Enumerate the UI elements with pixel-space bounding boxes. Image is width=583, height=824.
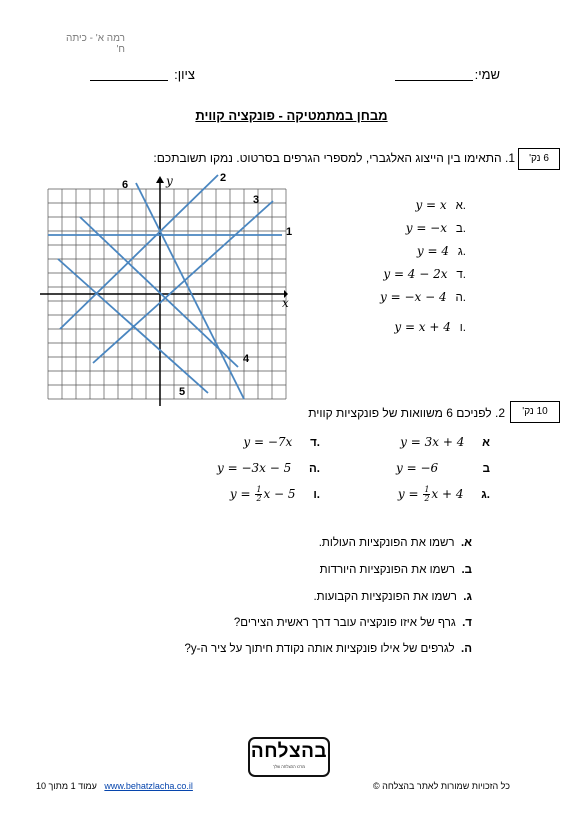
q1-option-e-eq: y = −x − 4: [380, 290, 447, 304]
q2-task-b-text: רשמו את הפונקציות היורדות: [319, 564, 456, 576]
name-field[interactable]: [395, 80, 473, 81]
q1-option-f-letter: ו.: [459, 322, 466, 334]
page-number: עמוד 1 מתוך 10: [36, 781, 97, 791]
graph-line-label-3: 3: [253, 194, 260, 206]
q2-task-d: [150, 617, 472, 629]
q1-option-c: [417, 242, 466, 260]
q2-eq-c-letter: ג.: [481, 489, 490, 501]
q2-text: 2. לפניכם 6 משוואות של פונקציות קווית: [308, 406, 505, 420]
logo-tagline: מרכז ההצלחה שלך: [273, 764, 305, 769]
q1-option-d-letter: ד.: [456, 269, 466, 281]
q2-eq-a: [380, 433, 490, 451]
q2-eq-d: [215, 433, 320, 451]
q2-eq-b-letter: ב: [482, 463, 490, 475]
graph-line-label-4: 4: [243, 353, 250, 365]
q2-eq-d-letter: ד.: [310, 437, 320, 449]
logo-text: בהצלחה: [250, 741, 328, 762]
q2-eq-c: [380, 485, 490, 503]
site-logo: [248, 737, 330, 777]
graph-axes: [40, 176, 288, 406]
graph-line-label-5: 5: [179, 386, 186, 398]
fraction-half: $\frac{1}{2}$: [256, 485, 262, 503]
q1-option-e-letter: ה.: [455, 292, 466, 304]
q1-option-a-eq: y = x: [415, 198, 447, 212]
q1-option-d: [383, 265, 466, 283]
name-label: שמי:: [474, 67, 500, 82]
y-axis-label: y: [166, 174, 173, 188]
q2-task-c: [150, 591, 472, 603]
q1-option-b-eq: y = −x: [405, 221, 448, 235]
q2-eq-f: [215, 485, 320, 503]
q2-points-box: 10 נק': [510, 401, 560, 423]
footer-copyright: כל הזכויות שמורות לאתר בהצלחה ©: [373, 781, 510, 791]
q2-task-b: [150, 564, 472, 576]
y-axis-arrow: [156, 176, 164, 183]
q2-eq-a-text: y = 3x + 4: [400, 435, 465, 449]
q2-task-d-letter: ד.: [462, 617, 472, 629]
q2-task-e-text: לגרפים של אילו פונקציות אותה נקודת חיתוך על ציר ה-y?: [184, 643, 455, 655]
score-label: ציון:: [174, 67, 195, 82]
graph-line-label-2: 2: [220, 172, 227, 184]
q1-option-d-eq: y = 4 − 2x: [383, 267, 448, 281]
q1-option-c-letter: ג.: [457, 246, 466, 258]
q2-eq-a-letter: א: [482, 437, 490, 449]
q1-option-a-letter: א.: [455, 200, 466, 212]
q2-eq-e: [215, 459, 320, 477]
website-link[interactable]: www.behatzlacha.co.il: [104, 781, 193, 791]
q2-eq-e-text: y = −3x − 5: [216, 461, 292, 475]
graph-line-3: [93, 201, 273, 363]
graph-line-2: [60, 175, 218, 329]
q2-task-c-letter: ג.: [463, 591, 472, 603]
q2-eq-d-text: y = −7x: [243, 435, 293, 449]
q1-option-b-letter: ב.: [455, 223, 466, 235]
score-field[interactable]: [90, 80, 168, 81]
graph-line-label-6: 6: [122, 179, 129, 191]
graph-line-6: [136, 183, 244, 399]
q1-points-box: 6 נק': [518, 148, 560, 170]
q2-task-d-text: גרף של איזו פונקציה עובר דרך ראשית הצירים?: [233, 617, 456, 629]
page-title: מבחן במתמטיקה - פונקציה קווית: [195, 108, 388, 123]
q1-text: 1. התאימו בין הייצוג האלגברי, למספרי הגרפים בסרטוט. נמקו תשובתכם:: [153, 151, 515, 165]
x-axis-label: x: [282, 296, 289, 310]
q2-task-e: [150, 643, 472, 655]
q2-task-a-text: רשמו את הפונקציות העולות.: [318, 537, 455, 549]
fraction-half: $\frac{1}{2}$: [424, 485, 430, 503]
q2-task-b-letter: ב.: [461, 564, 472, 576]
footer-left: [36, 781, 193, 791]
q2-eq-b: [380, 459, 490, 477]
q1-option-e: [380, 288, 466, 306]
q2-eq-e-letter: ה.: [309, 463, 320, 475]
graph-line-label-1: 1: [286, 226, 293, 238]
q2-eq-c-text: y = $\frac{1}{2}$ x + 4: [397, 485, 464, 503]
q1-option-c-eq: y = 4: [416, 244, 450, 258]
q1-graph: [38, 172, 293, 408]
q2-eq-f-text: y = $\frac{1}{2}$ x − 5: [229, 485, 296, 503]
grade-level: רמה א' - כיתה ח': [66, 33, 125, 55]
q1-option-f-eq: y = x + 4: [394, 320, 451, 334]
q2-task-c-text: רשמו את הפונקציות הקבועות.: [313, 591, 457, 603]
q1-option-f: [394, 318, 466, 336]
q1-option-a: [415, 196, 466, 214]
q1-option-b: [406, 219, 466, 237]
q2-eq-f-letter: ו.: [313, 489, 320, 501]
q2-eq-b-text: y = −6: [396, 461, 439, 475]
q2-task-e-letter: ה.: [461, 643, 472, 655]
q2-task-a: [150, 537, 472, 549]
q2-task-a-letter: א.: [460, 537, 472, 549]
